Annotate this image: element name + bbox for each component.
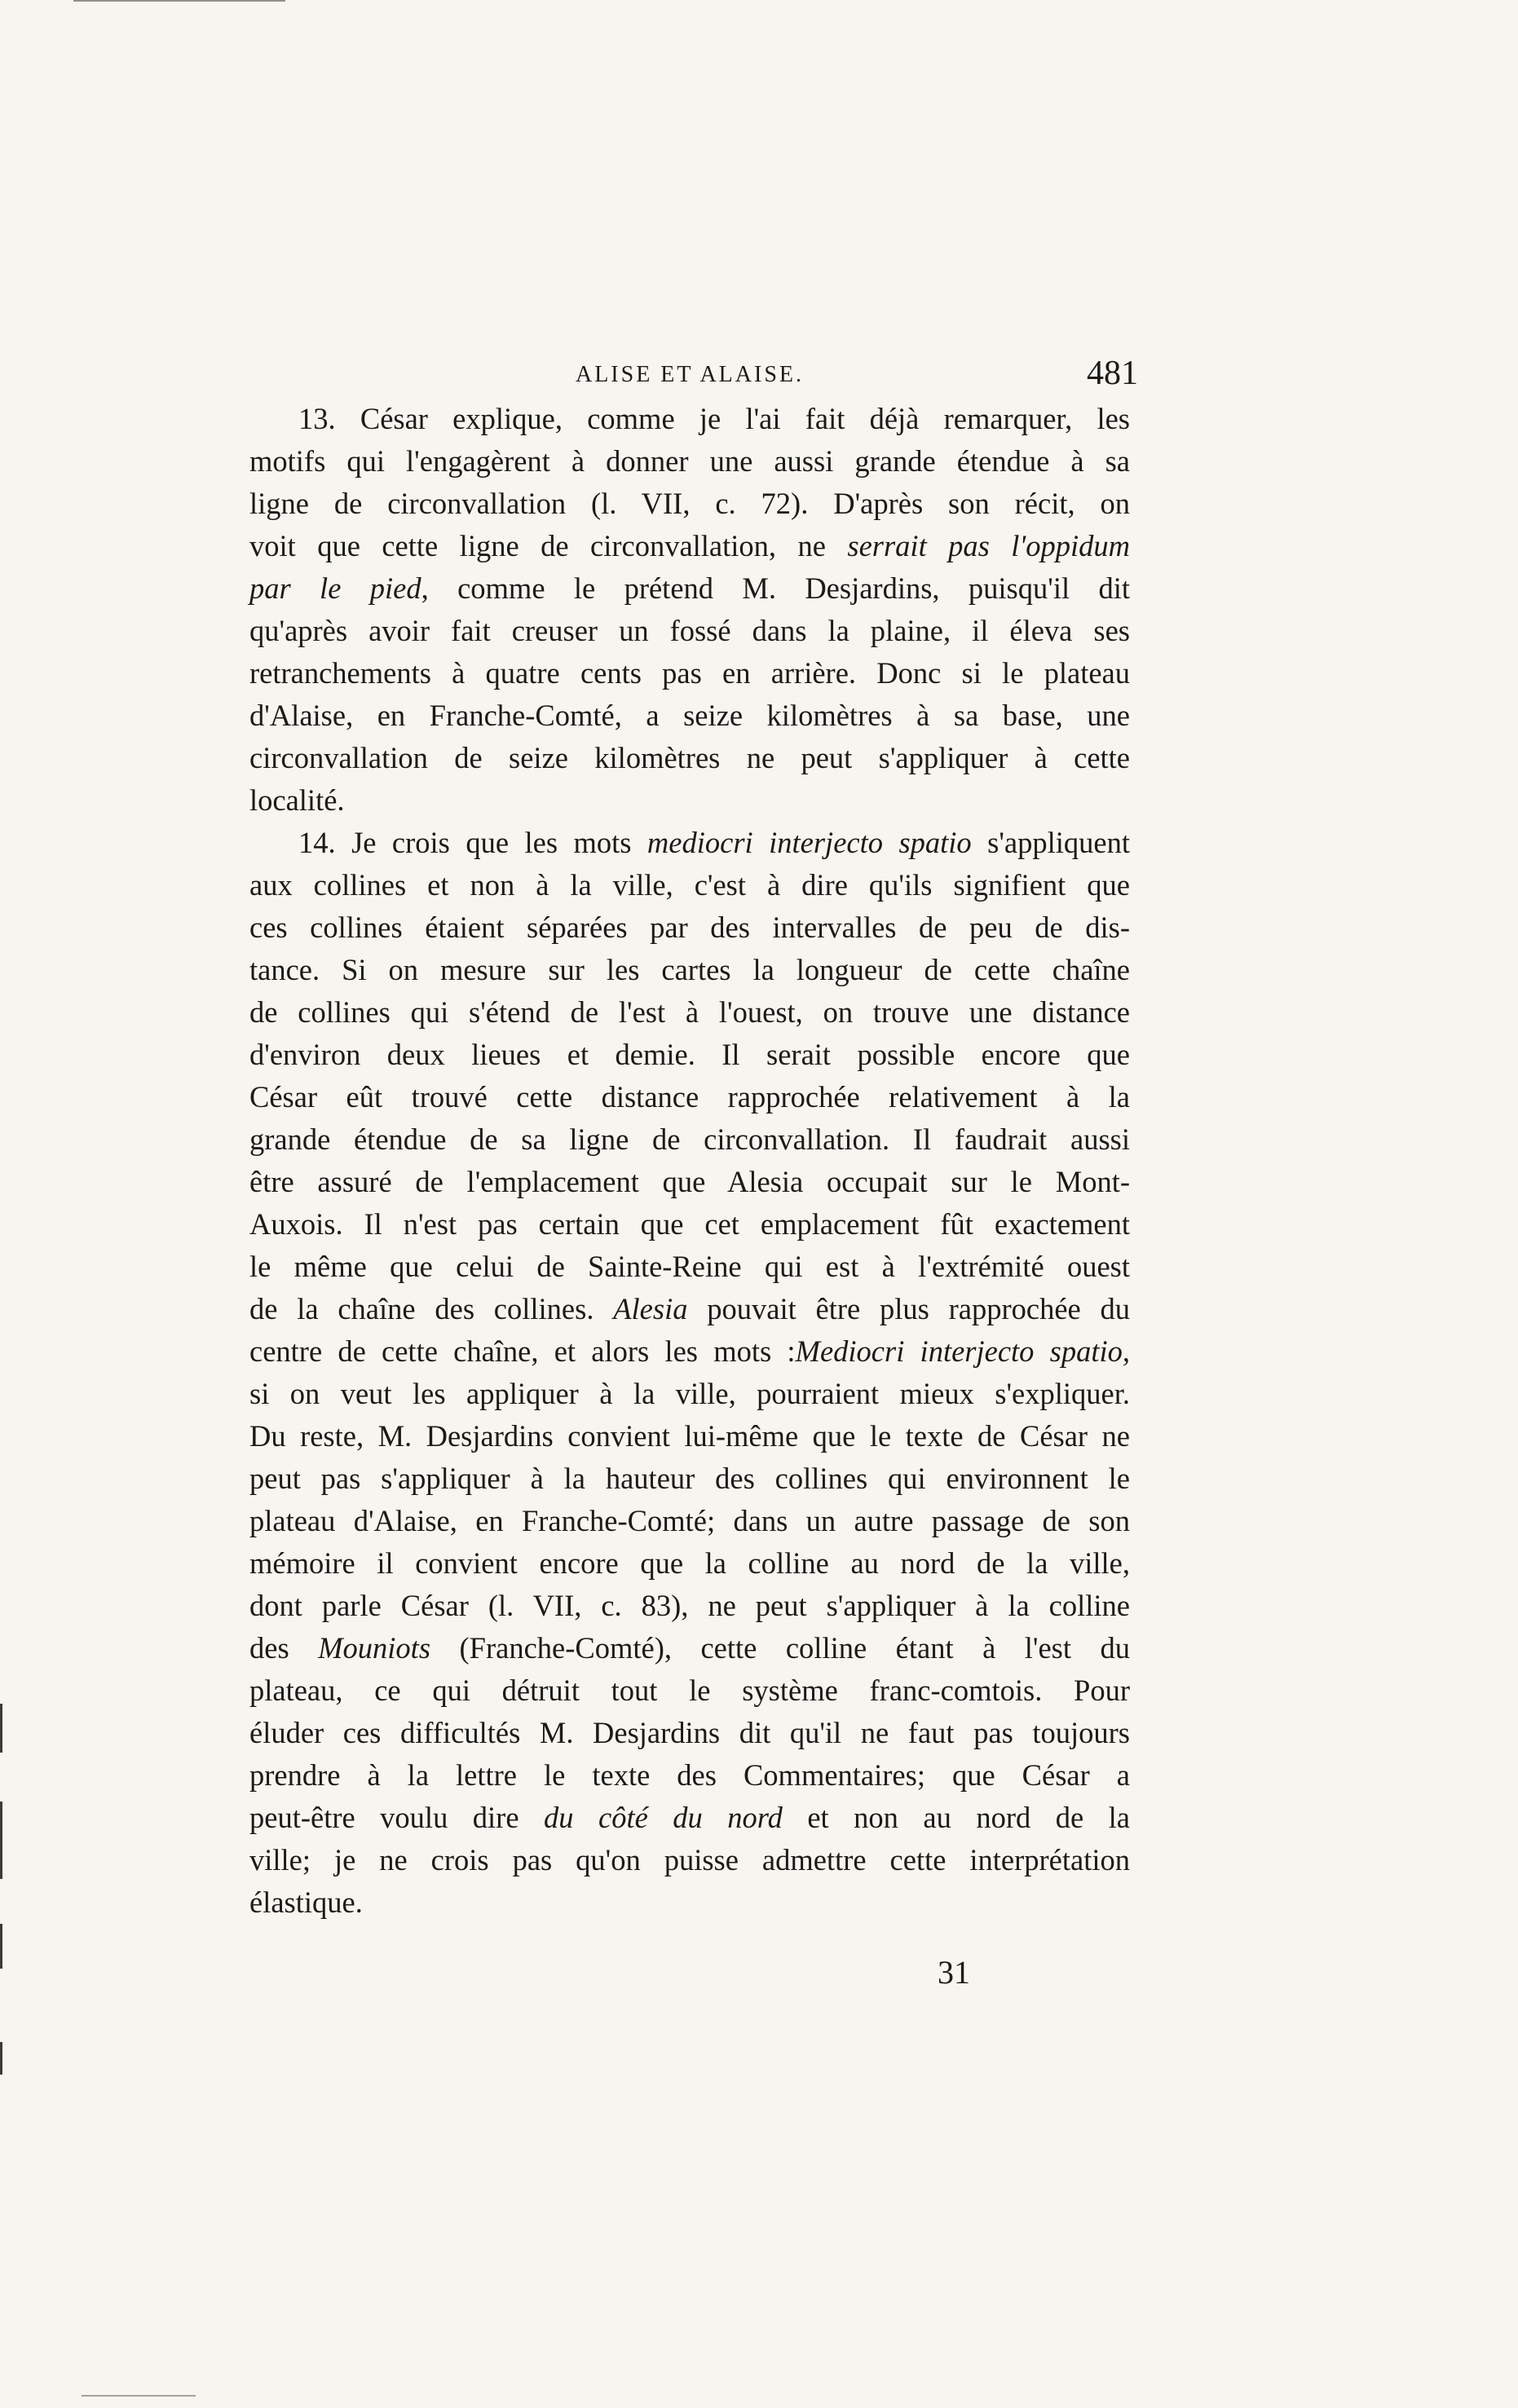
text-line: 14. Je crois que les mots mediocri interjecto spatio s'appliquent [298, 826, 1130, 859]
text-line: d'Alaise, en Franche-Comté, a seize kilomètres à sa base, une [249, 699, 1130, 732]
body-text [249, 398, 1130, 1924]
margin-mark [0, 1802, 2, 1879]
text-line: retranchements à quatre cents pas en arrière. Donc si le plateau [249, 656, 1130, 690]
text-line: ville; je ne crois pas qu'on puisse admettre cette interprétation [249, 1843, 1130, 1877]
paragraph-13 [249, 398, 1130, 822]
paragraph-14 [249, 822, 1130, 1924]
text-line: aux collines et non à la ville, c'est à dire qu'ils signifient que [249, 868, 1130, 902]
text-line: ligne de circonvallation (l. VII, c. 72). D'après son récit, on [249, 487, 1130, 520]
page-number: 481 [1087, 355, 1138, 392]
text-line: 13. César explique, comme je l'ai fait déjà remarquer, les [298, 402, 1130, 435]
text-line: localité. [249, 783, 345, 817]
text-line: élastique. [249, 1885, 363, 1919]
text-line: prendre à la lettre le texte des Commentaires; que César a [249, 1758, 1130, 1792]
text-line: qu'après avoir fait creuser un fossé dans la plaine, il éleva ses [249, 614, 1130, 647]
text-line: ces collines étaient séparées par des intervalles de peu de dis- [249, 911, 1130, 944]
text-line: si on veut les appliquer à la ville, pourraient mieux s'expliquer. [249, 1377, 1130, 1410]
text-line: par le pied, comme le prétend M. Desjardins, puisqu'il dit [249, 571, 1131, 605]
text-line: tance. Si on mesure sur les cartes la longueur de cette chaîne [249, 953, 1130, 986]
text-line: dont parle César (l. VII, c. 83), ne peut s'appliquer à la colline [249, 1589, 1130, 1622]
signature-mark: 31 [938, 1954, 970, 1991]
text-line: Du reste, M. Desjardins convient lui-même que le texte de César ne [249, 1419, 1130, 1453]
text-line: motifs qui l'engagèrent à donner une aussi grande étendue à sa [249, 444, 1130, 478]
text-line: voit que cette ligne de circonvallation, ne serrait pas l'oppidum [249, 529, 1130, 562]
margin-mark [0, 1704, 2, 1753]
text-line: éluder ces difficultés M. Desjardins dit qu'il ne faut pas toujours [249, 1716, 1130, 1749]
text-line: centre de cette chaîne, et alors les mots :Mediocri interjecto spatio, [249, 1334, 1131, 1368]
top-edge-mark [73, 0, 285, 2]
margin-mark [0, 2042, 2, 2075]
text-line: mémoire il convient encore que la colline au nord de la ville, [249, 1546, 1130, 1580]
text-line: le même que celui de Sainte-Reine qui est à l'extrémité ouest [249, 1250, 1130, 1283]
margin-mark [0, 1924, 2, 1969]
text-line: de la chaîne des collines. Alesia pouvait être plus rapprochée du [249, 1292, 1130, 1325]
text-line: César eût trouvé cette distance rapprochée relativement à la [249, 1080, 1130, 1114]
text-line: d'environ deux lieues et demie. Il serait possible encore que [249, 1038, 1130, 1071]
text-line: peut pas s'appliquer à la hauteur des collines qui environnent le [249, 1462, 1130, 1495]
text-line: être assuré de l'emplacement que Alesia occupait sur le Mont- [249, 1165, 1130, 1198]
text-line: plateau, ce qui détruit tout le système franc-comtois. Pour [249, 1674, 1130, 1707]
text-line: grande étendue de sa ligne de circonvallation. Il faudrait aussi [249, 1122, 1130, 1156]
text-line: des Mouniots (Franche-Comté), cette colline étant à l'est du [249, 1631, 1130, 1665]
page-header [249, 352, 1138, 398]
text-line: circonvallation de seize kilomètres ne peut s'appliquer à cette [249, 741, 1130, 774]
running-title: ALISE ET ALAISE. [575, 362, 805, 387]
bottom-edge-mark [82, 2395, 196, 2397]
text-line: plateau d'Alaise, en Franche-Comté; dans un autre passage de son [249, 1504, 1130, 1537]
text-line: Auxois. Il n'est pas certain que cet emplacement fût exactement [249, 1207, 1130, 1241]
text-line: de collines qui s'étend de l'est à l'ouest, on trouve une distance [249, 995, 1130, 1029]
text-line: peut-être voulu dire du côté du nord et non au nord de la [249, 1801, 1130, 1834]
